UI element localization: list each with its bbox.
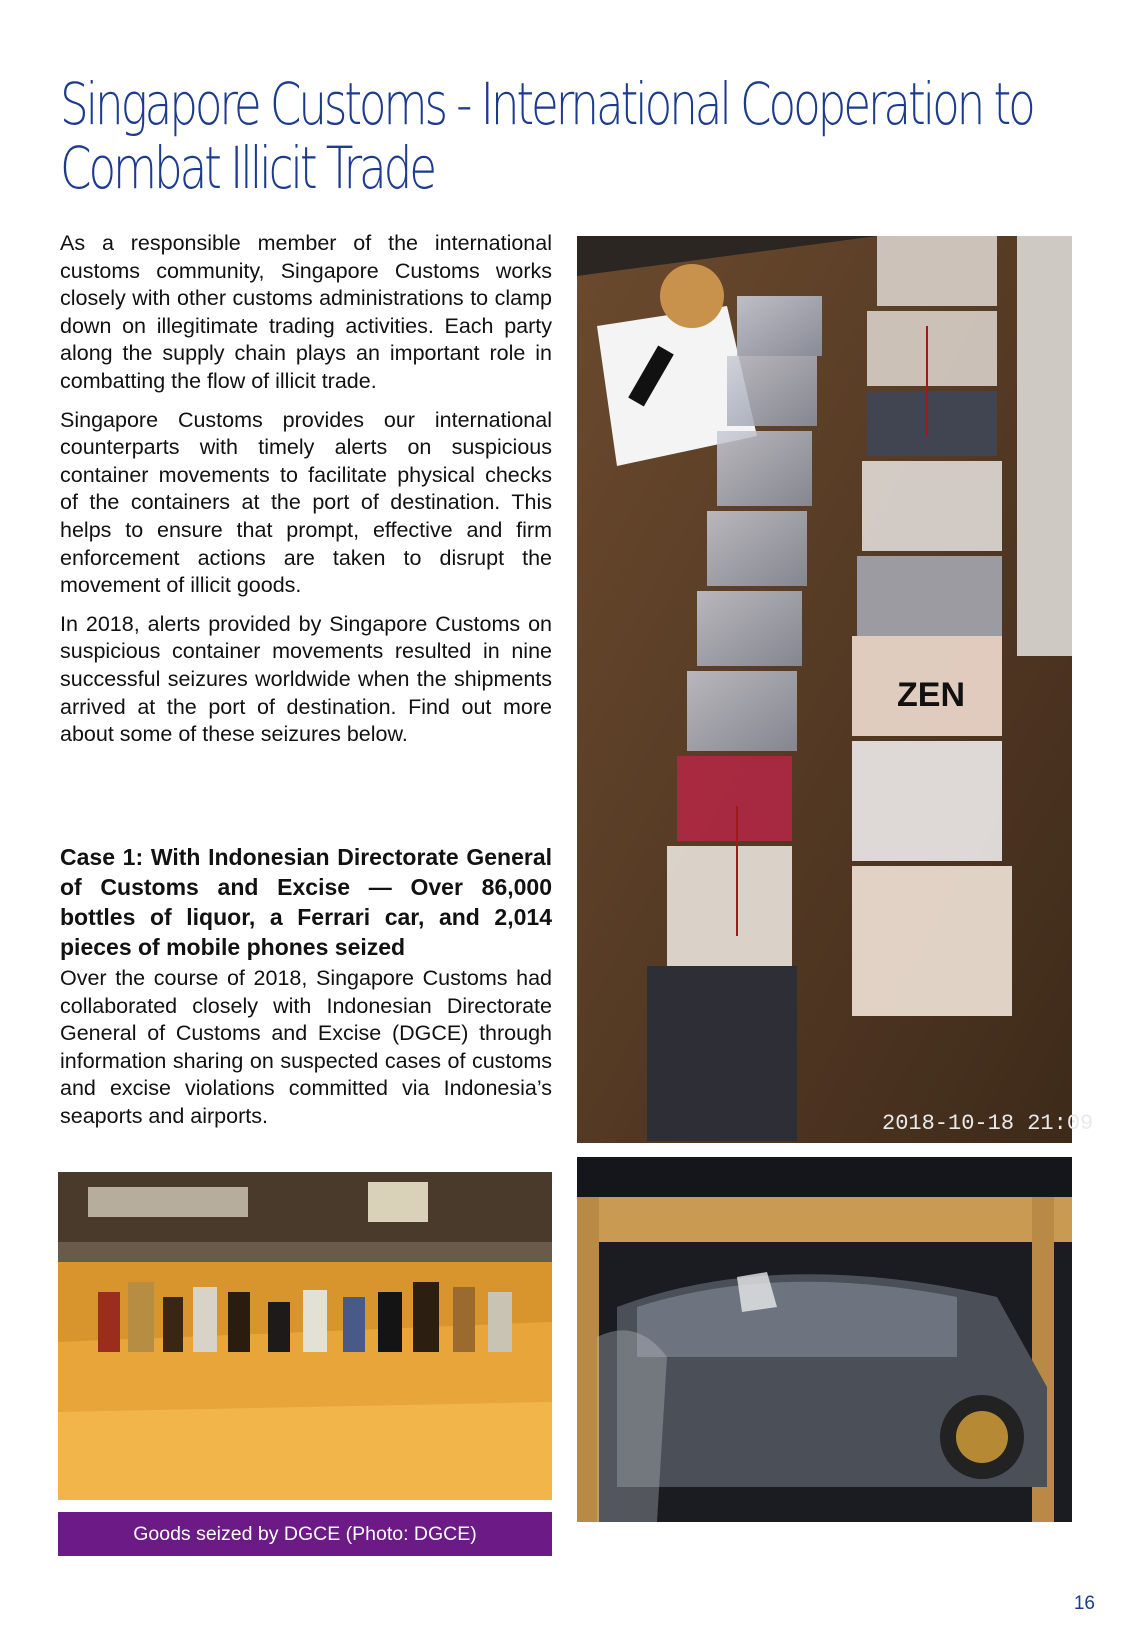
- page-title: [60, 70, 1033, 202]
- seized-liquor-photo: [58, 1172, 552, 1500]
- seized-car-photo: [577, 1157, 1072, 1522]
- page-title-line-1: Singapore Customs - International Cooperation to: [60, 70, 1033, 138]
- phones-marker-text: ZEN: [897, 676, 965, 714]
- intro-text: [60, 230, 552, 760]
- case-1-heading: Case 1: With Indonesian Directorate General of Customs and Excise — Over 86,000 bottles of liquor, a Ferrari car, and 2,014 pieces of mobile phones seized: [60, 844, 552, 960]
- intro-paragraph-3: In 2018, alerts provided by Singapore Customs on suspicious container movements resulted in nine successful seizures worldwide when the shipments arrived at the port of destination. Find out more about some of these seizures below.: [60, 611, 552, 747]
- intro-paragraph-1: As a responsible member of the international customs community, Singapore Customs works closely with other customs administrations to clamp down on illegitimate trading activities. Each party along the supply chain plays an important role in combatting the flow of illicit trade.: [60, 231, 552, 393]
- case-1-body-wrap: [60, 965, 552, 1142]
- seized-phones-photo: [577, 236, 1094, 1143]
- intro-paragraph-2: Singapore Customs provides our international counterparts with timely alerts on suspicious container movements to facilitate physical checks of the containers at the port of destination. This helps to ensure that prompt, effective and firm enforcement actions are taken to disrupt the movement of illicit goods.: [60, 407, 552, 598]
- case-1-body: Over the course of 2018, Singapore Customs had collaborated closely with Indonesian Directorate General of Customs and Excise (DGCE) through information sharing on suspected cases of customs and excise violations committed via Indonesia’s seaports and airports.: [60, 966, 552, 1128]
- photo-caption: Goods seized by DGCE (Photo: DGCE): [58, 1512, 552, 1556]
- phones-timestamp: 2018-10-18 21:09: [882, 1111, 1094, 1136]
- page-title-line-2: Combat Illicit Trade: [60, 134, 434, 202]
- page-number: 16: [1073, 1593, 1095, 1614]
